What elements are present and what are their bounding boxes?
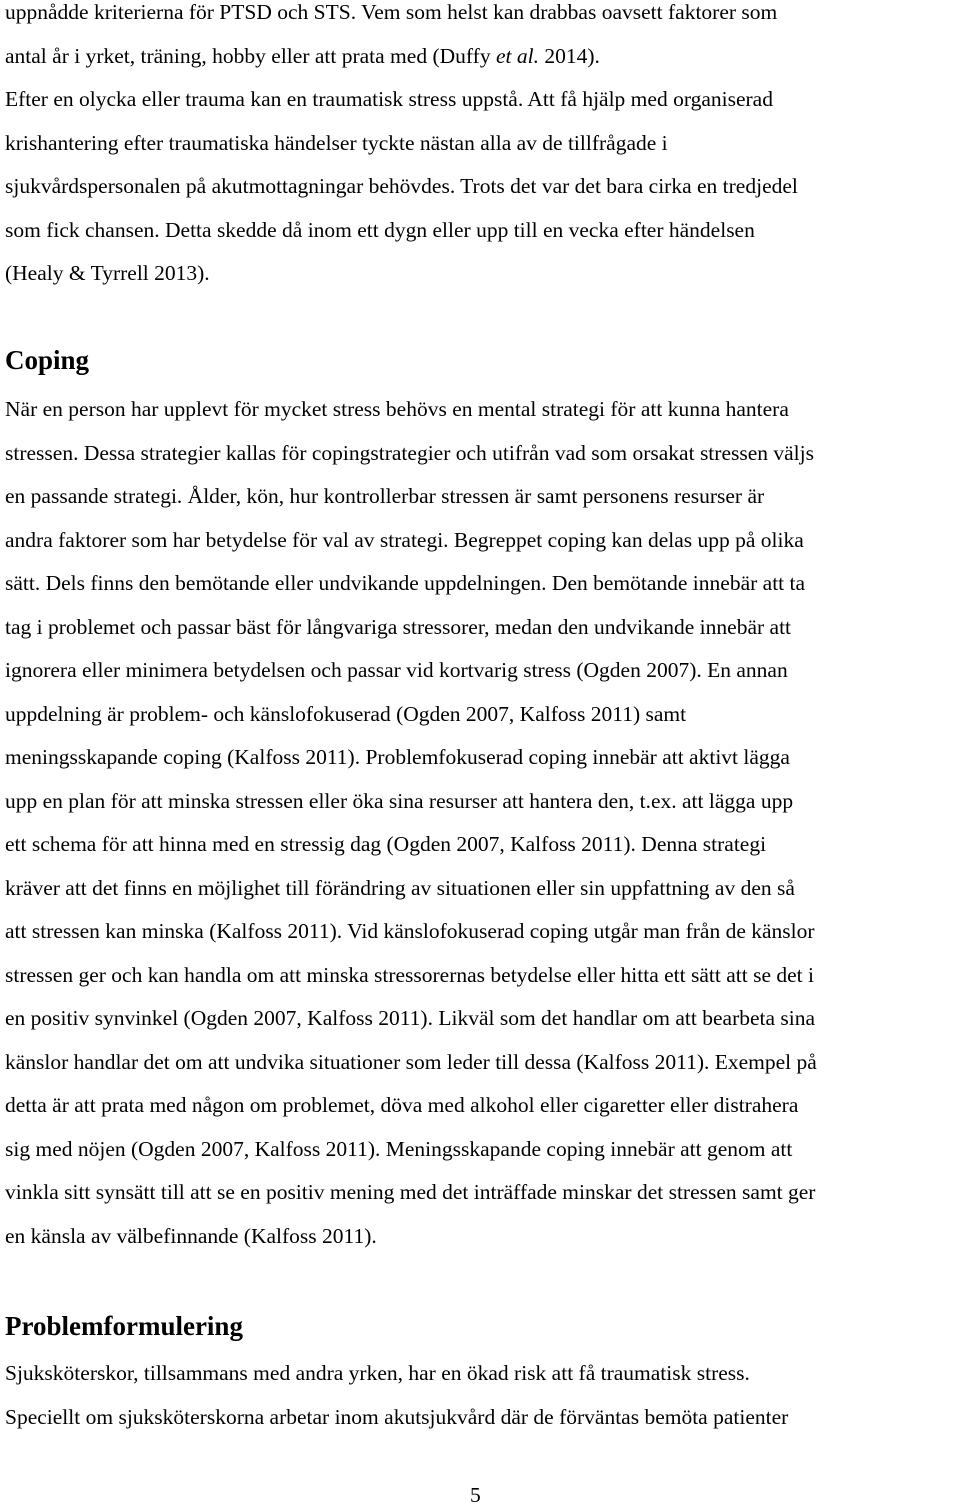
- intro-paragraph: [5, 0, 955, 296]
- text-line: en passande strategi. Ålder, kön, hur kontrollerbar stressen är samt personens resurser är: [5, 484, 765, 508]
- text-segment: 2014).: [538, 43, 600, 68]
- text-line: uppdelning är problem- och känslofokuserad (Ogden 2007, Kalfoss 2011) samt: [5, 701, 687, 726]
- text-line: (Healy & Tyrrell 2013).: [5, 261, 210, 285]
- text-line: sjukvårdspersonalen på akutmottagningar behövdes. Trots det var det bara cirka en tredjedel: [5, 174, 798, 198]
- italic-segment: et al.: [495, 43, 539, 68]
- text-line: meningsskapande coping (Kalfoss 2011). Problemfokuserad coping innebär att aktivt lägga: [5, 745, 790, 769]
- text-line: sig med nöjen (Ogden 2007, Kalfoss 2011). Meningsskapande coping innebär att genom att: [5, 1136, 793, 1161]
- text-line: Speciellt om sjuksköterskorna arbetar inom akutsjukvård där de förväntas bemöta patienter: [5, 1404, 789, 1429]
- text-line: När en person har upplevt för mycket stress behövs en mental strategi för att kunna hantera: [5, 397, 789, 421]
- text-line: att stressen kan minska (Kalfoss 2011). Vid känslofokuserad coping utgår man från de känslor: [5, 919, 815, 943]
- text-line: kräver att det finns en möjlighet till förändring av situationen eller sin uppfattning av den så: [5, 875, 795, 900]
- coping-paragraph: [5, 388, 955, 1258]
- text-line: ignorera eller minimera betydelsen och passar vid kortvarig stress (Ogden 2007). En annan: [5, 658, 788, 682]
- text-line: uppnådde kriterierna för PTSD och STS. Vem som helst kan drabbas oavsett faktorer som: [5, 0, 778, 24]
- text-line: vinkla sitt synsätt till att se en positiv mening med det inträffade minskar det stressen samt ger: [5, 1180, 816, 1204]
- text-line: stressen. Dessa strategier kallas för copingstrategier och utifrån vad som orsakat stressen väljs: [5, 440, 814, 465]
- problem-paragraph: [5, 1352, 955, 1439]
- text-line: [5, 35, 955, 79]
- text-line: krishantering efter traumatiska händelser tyckte nästan alla av de tillfrågade i: [5, 130, 668, 155]
- text-line: stressen ger och kan handla om att minska stressorernas betydelse eller hitta ett sätt att se det i: [5, 962, 814, 987]
- text-line: detta är att prata med någon om problemet, döva med alkohol eller cigaretter eller distrahera: [5, 1093, 799, 1117]
- section-heading-problemformulering: Problemformulering: [5, 1311, 243, 1341]
- text-line: upp en plan för att minska stressen eller öka sina resurser att hantera den, t.ex. att lägga upp: [5, 788, 794, 813]
- text-line: en känsla av välbefinnande (Kalfoss 2011).: [5, 1223, 377, 1248]
- text-line: tag i problemet och passar bäst för långvariga stressorer, medan den undvikande innebär att: [5, 614, 792, 639]
- text-line: känslor handlar det om att undvika situationer som leder till dessa (Kalfoss 2011). Exempel på: [5, 1049, 817, 1074]
- text-line: andra faktorer som har betydelse för val av strategi. Begreppet coping kan delas upp på olika: [5, 527, 804, 552]
- text-line: sätt. Dels finns den bemötande eller undvikande uppdelningen. Den bemötande innebär att ta: [5, 571, 806, 595]
- text-line: Efter en olycka eller trauma kan en traumatisk stress uppstå. Att få hjälp med organiserad: [5, 87, 773, 111]
- section-heading-coping: Coping: [5, 345, 90, 375]
- text-line: ett schema för att hinna med en stressig dag (Ogden 2007, Kalfoss 2011). Denna strategi: [5, 832, 767, 856]
- page-number: 5: [470, 1483, 481, 1507]
- text-segment: antal år i yrket, träning, hobby eller att prata med (Duffy: [5, 43, 496, 68]
- text-line: en positiv synvinkel (Ogden 2007, Kalfoss 2011). Likväl som det handlar om att bearbeta sina: [5, 1006, 816, 1030]
- text-line: som fick chansen. Detta skedde då inom ett dygn eller upp till en vecka efter händelsen: [5, 217, 755, 242]
- text-line: Sjuksköterskor, tillsammans med andra yrken, har en ökad risk att få traumatisk stress.: [5, 1361, 750, 1385]
